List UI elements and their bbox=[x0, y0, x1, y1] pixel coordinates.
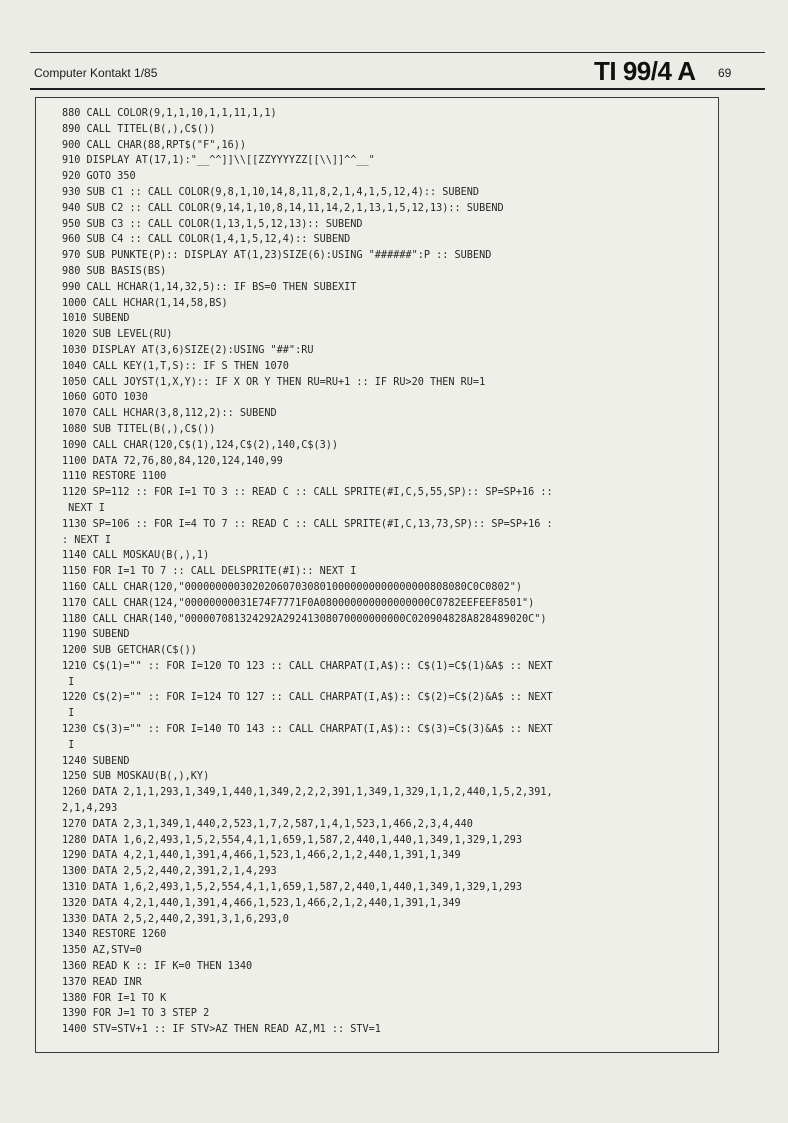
code-line: 1330 DATA 2,5,2,440,2,391,3,1,6,293,0 bbox=[62, 913, 289, 925]
code-line: 1270 DATA 2,3,1,349,1,440,2,523,1,7,2,587,1,4,1,523,1,466,2,3,4,440 bbox=[62, 818, 473, 830]
code-line: 1010 SUBEND bbox=[62, 313, 130, 325]
code-line: 1230 C$(3)="" :: FOR I=140 TO 143 :: CALL CHARPAT(I,A$):: C$(3)=C$(3)&A$ :: NEXT bbox=[62, 724, 553, 736]
code-line: 1220 C$(2)="" :: FOR I=124 TO 127 :: CALL CHARPAT(I,A$):: C$(2)=C$(2)&A$ :: NEXT bbox=[62, 692, 553, 704]
code-line: 1260 DATA 2,1,1,293,1,349,1,440,1,349,2,2,2,391,1,349,1,329,1,1,2,440,1,5,2,391, bbox=[62, 787, 553, 799]
code-line: 1020 SUB LEVEL(RU) bbox=[62, 329, 173, 341]
code-line: 1130 SP=106 :: FOR I=4 TO 7 :: READ C :: CALL SPRITE(#I,C,13,73,SP):: SP=SP+16 : bbox=[62, 518, 553, 530]
code-line: 1060 GOTO 1030 bbox=[62, 392, 148, 404]
program-listing bbox=[62, 106, 712, 1038]
code-line: 1170 CALL CHAR(124,"00000000031E74F7771F0A080000000000000000C0782EEFEEF8501") bbox=[62, 597, 535, 609]
code-line: 1120 SP=112 :: FOR I=1 TO 3 :: READ C :: CALL SPRITE(#I,C,5,55,SP):: SP=SP+16 :: bbox=[62, 487, 553, 499]
code-line: 1090 CALL CHAR(120,C$(1),124,C$(2),140,C$(3)) bbox=[62, 439, 339, 451]
code-line: 1300 DATA 2,5,2,440,2,391,2,1,4,293 bbox=[62, 866, 277, 878]
code-line: NEXT I bbox=[62, 502, 105, 514]
code-line: 920 GOTO 350 bbox=[62, 171, 136, 183]
code-line: 1150 FOR I=1 TO 7 :: CALL DELSPRITE(#I):: NEXT I bbox=[62, 566, 357, 578]
code-line: 1200 SUB GETCHAR(C$()) bbox=[62, 645, 197, 657]
code-line: 1100 DATA 72,76,80,84,120,124,140,99 bbox=[62, 455, 283, 467]
code-line: 2,1,4,293 bbox=[62, 803, 118, 815]
code-line: 960 SUB C4 :: CALL COLOR(1,4,1,5,12,4):: SUBEND bbox=[62, 234, 351, 246]
code-line: 1250 SUB MOSKAU(B(,),KY) bbox=[62, 771, 210, 783]
code-line: 1290 DATA 4,2,1,440,1,391,4,466,1,523,1,466,2,1,2,440,1,391,1,349 bbox=[62, 850, 461, 862]
code-line: : NEXT I bbox=[62, 534, 112, 546]
code-line: 1390 FOR J=1 TO 3 STEP 2 bbox=[62, 1008, 210, 1020]
code-line: 950 SUB C3 :: CALL COLOR(1,13,1,5,12,13):: SUBEND bbox=[62, 218, 363, 230]
code-line: 1380 FOR I=1 TO K bbox=[62, 992, 167, 1004]
code-line: 980 SUB BASIS(BS) bbox=[62, 265, 167, 277]
code-line: I bbox=[62, 739, 75, 751]
code-line: 900 CALL CHAR(88,RPT$("F",16)) bbox=[62, 139, 247, 151]
code-line: 970 SUB PUNKTE(P):: DISPLAY AT(1,23)SIZE(6):USING "######":P :: SUBEND bbox=[62, 250, 492, 262]
code-line: 1320 DATA 4,2,1,440,1,391,4,466,1,523,1,466,2,1,2,440,1,391,1,349 bbox=[62, 897, 461, 909]
code-line: 1030 DISPLAY AT(3,6)SIZE(2):USING "##":RU bbox=[62, 344, 314, 356]
program-listing-box bbox=[35, 97, 719, 1053]
code-line: 880 CALL COLOR(9,1,1,10,1,1,11,1,1) bbox=[62, 108, 277, 119]
page-number: 69 bbox=[718, 66, 732, 80]
code-line: 1000 CALL HCHAR(1,14,58,BS) bbox=[62, 297, 228, 309]
code-line: 890 CALL TITEL(B(,),C$()) bbox=[62, 123, 216, 135]
code-line: 1240 SUBEND bbox=[62, 755, 130, 767]
code-line: 1160 CALL CHAR(120,"0000000003020206070308010000000000000000808080C0C0802") bbox=[62, 581, 523, 593]
page-header bbox=[34, 56, 762, 86]
code-line: 1280 DATA 1,6,2,493,1,5,2,554,4,1,1,659,1,587,2,440,1,440,1,349,1,329,1,293 bbox=[62, 834, 523, 846]
code-line: 1180 CALL CHAR(140,"000007081324292A29241308070000000000C020904828A828489020C") bbox=[62, 613, 547, 625]
code-line: 1070 CALL HCHAR(3,8,112,2):: SUBEND bbox=[62, 408, 277, 420]
code-line: 1400 STV=STV+1 :: IF STV>AZ THEN READ AZ,M1 :: STV=1 bbox=[62, 1024, 381, 1036]
code-line: 910 DISPLAY AT(17,1):"__^^]]\\[[ZZYYYYZZ[[\\]]^^__" bbox=[62, 155, 375, 167]
code-line: 1110 RESTORE 1100 bbox=[62, 471, 167, 483]
code-line: 1350 AZ,STV=0 bbox=[62, 945, 142, 957]
code-line: 1140 CALL MOSKAU(B(,),1) bbox=[62, 550, 210, 562]
code-line: 1340 RESTORE 1260 bbox=[62, 929, 167, 941]
top-rule bbox=[30, 52, 765, 53]
code-line: 1080 SUB TITEL(B(,),C$()) bbox=[62, 423, 216, 435]
code-line: 1040 CALL KEY(1,T,S):: IF S THEN 1070 bbox=[62, 360, 289, 372]
machine-title: TI 99/4 A bbox=[594, 56, 696, 86]
code-line: 1360 READ K :: IF K=0 THEN 1340 bbox=[62, 961, 253, 973]
code-line: 990 CALL HCHAR(1,14,32,5):: IF BS=0 THEN SUBEXIT bbox=[62, 281, 357, 293]
code-line: I bbox=[62, 708, 75, 720]
code-line: 1370 READ INR bbox=[62, 976, 142, 988]
code-line: I bbox=[62, 676, 75, 688]
code-line: 1050 CALL JOYST(1,X,Y):: IF X OR Y THEN RU=RU+1 :: IF RU>20 THEN RU=1 bbox=[62, 376, 486, 388]
magazine-issue: Computer Kontakt 1/85 bbox=[34, 66, 158, 80]
code-line: 1190 SUBEND bbox=[62, 629, 130, 641]
header-rule bbox=[30, 88, 765, 90]
code-line: 940 SUB C2 :: CALL COLOR(9,14,1,10,8,14,11,14,2,1,13,1,5,12,13):: SUBEND bbox=[62, 202, 504, 214]
code-line: 1210 C$(1)="" :: FOR I=120 TO 123 :: CALL CHARPAT(I,A$):: C$(1)=C$(1)&A$ :: NEXT bbox=[62, 660, 553, 672]
code-line: 1310 DATA 1,6,2,493,1,5,2,554,4,1,1,659,1,587,2,440,1,440,1,349,1,329,1,293 bbox=[62, 882, 523, 894]
code-line: 930 SUB C1 :: CALL COLOR(9,8,1,10,14,8,11,8,2,1,4,1,5,12,4):: SUBEND bbox=[62, 186, 480, 198]
